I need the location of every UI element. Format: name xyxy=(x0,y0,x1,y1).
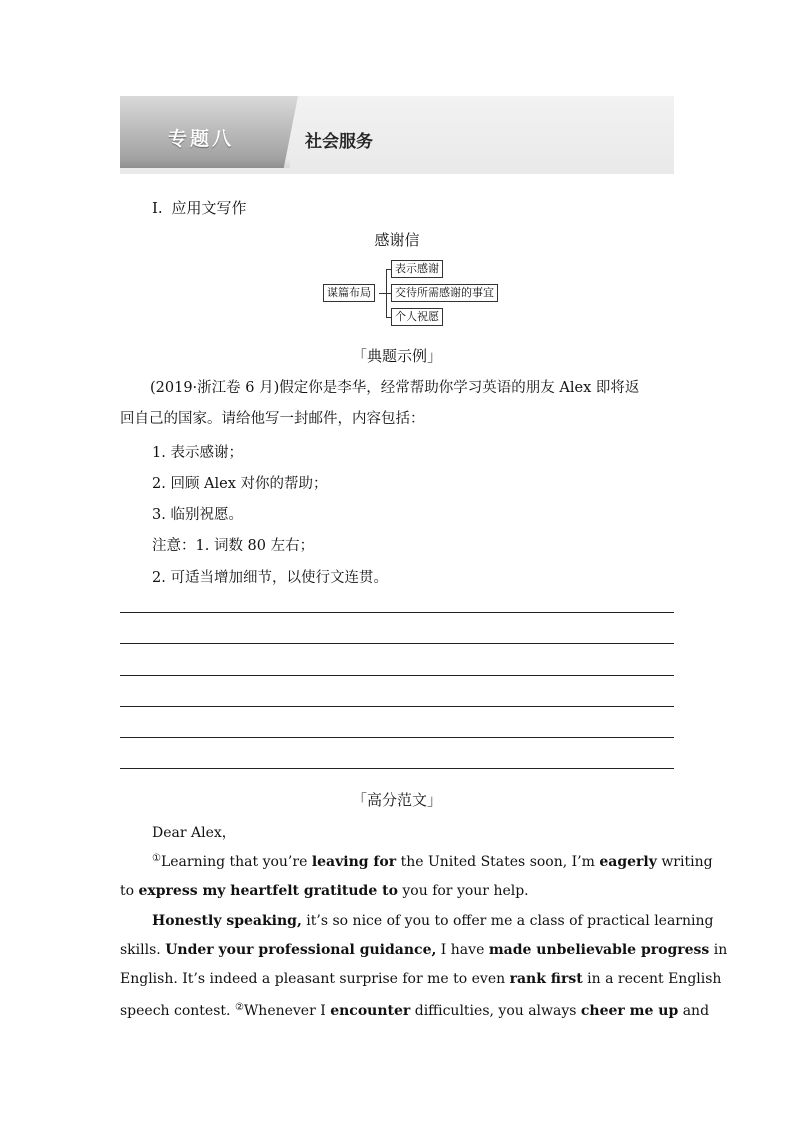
prompt-point-1: 1. 表示感谢； xyxy=(152,445,243,461)
essay-text: I have xyxy=(436,942,489,958)
prompt-intro-line2: 回自己的国家。请给他写一封邮件，内容包括： xyxy=(120,411,425,427)
essay-key-phrase: made unbelievable progress xyxy=(488,942,710,958)
essay-key-phrase: Under your professional guidance, xyxy=(165,942,437,958)
answer-line xyxy=(120,675,674,676)
essay-text: writing xyxy=(656,854,713,870)
essay-text: you for your help. xyxy=(397,883,529,899)
chapter-tab-label: 专题八 xyxy=(168,128,235,150)
diagram-root-box: 谋篇布局 xyxy=(323,284,375,302)
essay-key-phrase: rank first xyxy=(509,971,583,987)
diagram-item-thanks: 表示感谢 xyxy=(391,260,443,278)
model-essay-heading: 「高分范文」 xyxy=(351,791,442,809)
chapter-tab-shade xyxy=(120,158,290,168)
essay-text: skills. xyxy=(120,942,166,958)
prompt-intro-line1: (2019·浙江卷 6 月)假定你是李华，经常帮助你学习英语的朋友 Alex 即将返 xyxy=(150,380,640,396)
prompt-intro xyxy=(120,373,674,435)
essay-text: English. It’s indeed a pleasant surprise for me to even xyxy=(120,971,510,987)
essay-text: it’s so nice of you to offer me a class of practical learning xyxy=(301,913,714,929)
chapter-banner xyxy=(120,96,674,174)
answer-line xyxy=(120,737,674,738)
essay-text: difficulties, you always xyxy=(410,1003,581,1019)
answer-line xyxy=(120,706,674,707)
letter-type-title: 感谢信 xyxy=(374,231,420,249)
essay-text: and xyxy=(678,1003,710,1019)
section-label: 应用文写作 xyxy=(171,199,247,217)
structure-diagram xyxy=(323,258,503,328)
chapter-title: 社会服务 xyxy=(305,132,373,152)
prompt-note-1: 注意：1. 词数 80 左右； xyxy=(152,538,315,554)
prompt-note-2: 2. 可适当增加细节，以使行文连贯。 xyxy=(152,570,388,586)
essay-key-phrase: eagerly xyxy=(599,854,657,870)
essay-line-2 xyxy=(120,883,529,899)
essay-key-phrase: cheer me up xyxy=(580,1003,679,1019)
essay-key-phrase: leaving for xyxy=(311,854,397,870)
essay-text: to xyxy=(120,883,139,899)
diagram-item-wishes: 个人祝愿 xyxy=(391,308,443,326)
essay-line-3 xyxy=(152,913,713,929)
sentence-marker-2: ② xyxy=(234,1002,244,1013)
section-numeral: Ⅰ. xyxy=(152,199,163,217)
essay-text: the United States soon, I’m xyxy=(396,854,600,870)
essay-line-6 xyxy=(120,1002,709,1019)
essay-text: in a recent English xyxy=(582,971,722,987)
essay-text: in xyxy=(709,942,728,958)
essay-key-phrase: encounter xyxy=(330,1003,411,1019)
essay-key-phrase: Honestly speaking, xyxy=(152,913,302,929)
answer-line xyxy=(120,612,674,613)
sentence-marker-1: ① xyxy=(152,853,161,864)
essay-line-4 xyxy=(120,942,727,958)
answer-line xyxy=(120,768,674,769)
essay-text: Learning that you’re xyxy=(160,854,312,870)
model-essay xyxy=(120,822,728,1032)
section-heading xyxy=(152,197,247,218)
essay-text: Whenever I xyxy=(243,1003,331,1019)
essay-text: speech contest. xyxy=(120,1003,235,1019)
prompt-point-2: 2. 回顾 Alex 对你的帮助； xyxy=(152,476,328,492)
answer-line xyxy=(120,643,674,644)
essay-line-1 xyxy=(152,853,713,870)
essay-line-5 xyxy=(120,971,721,987)
prompt-point-3: 3. 临别祝愿。 xyxy=(152,507,243,523)
diagram-item-matters: 交待所需感谢的事宜 xyxy=(391,284,498,302)
example-heading: 「典题示例」 xyxy=(351,347,442,365)
essay-key-phrase: express my heartfelt gratitude to xyxy=(138,883,398,899)
essay-salutation: Dear Alex， xyxy=(152,825,236,841)
